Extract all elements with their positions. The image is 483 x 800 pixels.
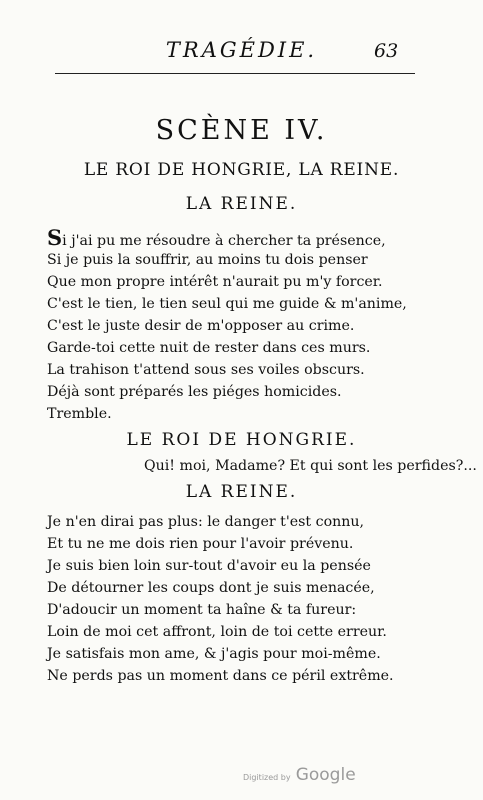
verse-line: C'est le juste desir de m'opposer au crime. xyxy=(47,318,355,334)
verse-line: Que mon propre intérêt n'aurait pu m'y forcer. xyxy=(47,274,383,290)
scene-characters: LE ROI DE HONGRIE, LA REINE. xyxy=(83,160,400,180)
verse-line: Loin de moi cet affront, loin de toi cette erreur. xyxy=(47,624,387,640)
verse-line: C'est le tien, le tien seul qui me guide & m'anime, xyxy=(47,296,407,312)
digitization-watermark xyxy=(243,765,356,785)
google-logo: Google xyxy=(295,765,356,785)
header-rule xyxy=(55,73,415,74)
verse-line: Je n'en dirai pas plus: le danger t'est connu, xyxy=(47,514,365,530)
digitized-by-label: Digitized by xyxy=(243,773,291,782)
running-title: TRAGÉDIE. xyxy=(165,38,318,62)
verse-line: Déjà sont préparés les piéges homicides. xyxy=(47,384,342,400)
drop-capital: S xyxy=(47,225,63,250)
speaker-name: LA REINE. xyxy=(185,194,298,214)
verse-line: Garde-toi cette nuit de rester dans ces murs. xyxy=(47,340,371,356)
speaker-name: LA REINE. xyxy=(185,482,298,502)
page-number: 63 xyxy=(374,40,399,62)
verse-line: Ne perds pas un moment dans ce péril extrême. xyxy=(47,668,394,684)
verse-line: La trahison t'attend sous ses voiles obscurs. xyxy=(47,362,365,378)
verse-line: Qui! moi, Madame? Et qui sont les perfides?... xyxy=(144,458,477,474)
verse-line: De détourner les coups dont je suis menacée, xyxy=(47,580,375,596)
scene-title: SCÈNE IV. xyxy=(155,115,328,146)
verse-line: Et tu ne me dois rien pour l'avoir prévenu. xyxy=(47,536,354,552)
verse-line: Si je puis la souffrir, au moins tu dois penser xyxy=(47,252,368,268)
verse-line: D'adoucir un moment ta haîne & ta fureur: xyxy=(47,602,357,618)
verse-line: Tremble. xyxy=(47,406,112,422)
speaker-name: LE ROI DE HONGRIE. xyxy=(126,430,357,450)
verse-line: Je satisfais mon ame, & j'agis pour moi-même. xyxy=(47,646,381,662)
verse-line: Je suis bien loin sur-tout d'avoir eu la pensée xyxy=(47,558,371,574)
verse-line: Si j'ai pu me résoudre à chercher ta présence, xyxy=(47,225,386,250)
